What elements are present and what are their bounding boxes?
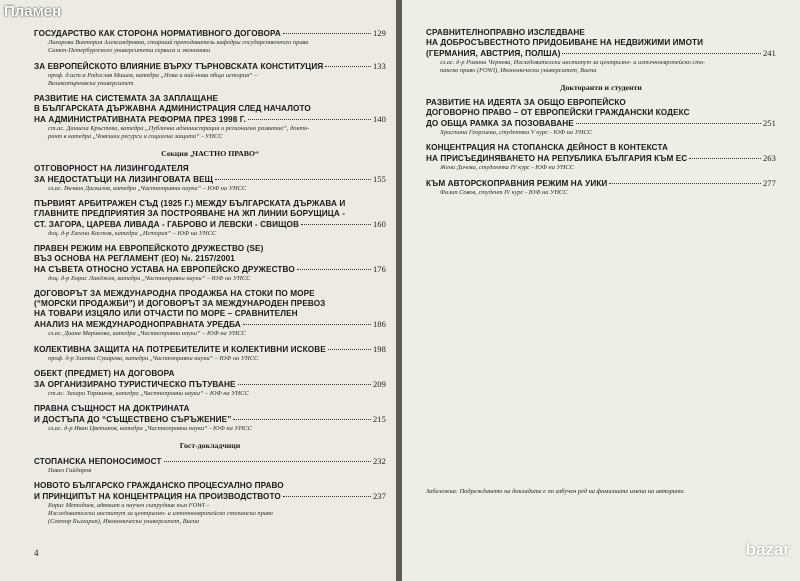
- entry-page-number: 251: [762, 118, 776, 128]
- entry-title-line: [34, 174, 386, 185]
- entry-title-line: [34, 114, 386, 125]
- entry-author-line: Христина Георгиева, студентка V курс - ЮФ на УНСС: [440, 129, 593, 136]
- entry-title-line: [34, 219, 386, 230]
- entry-title-line: В БЪЛГАРСКАТА ДЪРЖАВНА АДМИНИСТРАЦИЯ СЛЕД НАЧАЛОТО: [34, 104, 311, 113]
- entry-title-line: НА ДОБРОСЪВЕСТНОТО ПРИДОБИВАНЕ НА НЕДВИЖИМИ ИМОТИ: [426, 38, 704, 47]
- dot-leader: [325, 66, 371, 67]
- entry-author-line: гл.ас. Въчван Даскалов, катедра „Частноправни науки“ – ЮФ на УНСС: [48, 185, 247, 192]
- entry-title-line: НОВОТО БЪЛГАРСКО ГРАЖДАНСКО ПРОЦЕСУАЛНО ПРАВО: [34, 481, 284, 490]
- watermark-logo: bazar: [745, 540, 790, 559]
- dot-leader: [215, 179, 371, 180]
- right-page: [402, 0, 800, 581]
- entry-author-line: Борис Методиев, адвокат и научен сътрудник към FOWI –: [48, 502, 210, 509]
- entry-page-number: 237: [372, 491, 386, 501]
- left-toc: [34, 28, 386, 532]
- entry-page-number: 155: [372, 174, 386, 184]
- entry-title-text: ГОСУДАРСТВО КАК СТОРОНА НОРМАТИВНОГО ДОГОВОРА: [34, 29, 281, 38]
- entry-title-line: СРАВНИТЕЛНОПРАВНО ИЗСЛЕДВАНЕ: [426, 28, 585, 37]
- entry-title-text: ДО ОБЩА РАМКА ЗА ПОЗОВАВАНЕ: [426, 119, 574, 128]
- toc-entry: [34, 244, 386, 283]
- toc-entry: [426, 98, 776, 137]
- toc-entry: [34, 289, 386, 338]
- section-heading-guest-speakers: Гост-докладчици: [179, 441, 241, 450]
- entry-title-text: СТОПАНСКА НЕПОНОСИМОСТ: [34, 457, 162, 466]
- entry-title-text: ЗА ОРГАНИЗИРАНО ТУРИСТИЧЕСКО ПЪТУВАНЕ: [34, 380, 236, 389]
- entry-title-line: [426, 178, 776, 189]
- entry-title-line: ДОГОВОРЪТ ЗА МЕЖДУНАРОДНА ПРОДАЖБА НА СТОКИ ПО МОРЕ: [34, 289, 315, 298]
- entry-title-line: ОБЕКТ (ПРЕДМЕТ) НА ДОГОВОРА: [34, 369, 175, 378]
- entry-title-text: ЗА ЕВРОПЕЙСКОТО ВЛИЯНИЕ ВЪРХУ ТЪРНОВСКАТА КОНСТИТУЦИЯ: [34, 62, 324, 71]
- dot-leader: [233, 419, 371, 420]
- toc-entry: [34, 404, 386, 433]
- entry-author-line: доц. д-р Борис Ланджев, катедра „Частноправни науки“ – ЮФ на УНСС: [48, 275, 251, 282]
- entry-author-line: гл.ас. д-р Иван Цветанов, катедра „Частноправни науки“ - ЮФ на УНСС: [48, 425, 252, 432]
- entry-title-line: РАЗВИТИЕ НА СИСТЕМАТА ЗА ЗАПЛАЩАНЕ: [34, 94, 219, 103]
- entry-author-line: Изследователски институт за централно- и източноевропейско стопанско право: [48, 510, 273, 517]
- right-toc: [426, 28, 776, 203]
- entry-title-line: ВЪЗ ОСНОВА НА РЕГЛАМЕНТ (ЕО) №. 2157/2001: [34, 254, 235, 263]
- entry-title-line: НА ТОВАРИ ИЗЦЯЛО ИЛИ ОТЧАСТИ ПО МОРЕ – СРАВНИТЕЛЕН: [34, 309, 298, 318]
- dot-leader: [283, 33, 371, 34]
- entry-page-number: 140: [372, 114, 386, 124]
- dot-leader: [297, 269, 371, 270]
- entry-title-line: [34, 414, 386, 425]
- toc-entry: [34, 344, 386, 363]
- toc-entry: [34, 369, 386, 398]
- entry-page-number: 160: [372, 219, 386, 229]
- entry-page-number: 176: [372, 264, 386, 274]
- dot-leader: [301, 224, 371, 225]
- entry-title-line: [426, 48, 776, 59]
- dot-leader: [562, 53, 761, 54]
- entry-title-line: [34, 491, 386, 502]
- entry-author-line: Павел Гайдаров: [48, 467, 92, 474]
- entry-author-line: Лиғарова Виктория Александровна, старший преподаватель кафедры государственного права: [48, 39, 309, 46]
- entry-page-number: 133: [372, 61, 386, 71]
- entry-title-line: ПРАВНА СЪЩНОСТ НА ДОКТРИНАТА: [34, 404, 190, 413]
- toc-group: [34, 456, 386, 526]
- toc-entry: [34, 61, 386, 88]
- entry-title-line: (“МОРСКИ ПРОДАЖБИ”) И ДОГОВОРЪТ ЗА МЕЖДУНАРОДЕН ПРЕВОЗ: [34, 299, 326, 308]
- entry-title-line: КОНЦЕНТРАЦИЯ НА СТОПАНСКА ДЕЙНОСТ В КОНТЕКСТА: [426, 143, 668, 152]
- entry-page-number: 209: [372, 379, 386, 389]
- footnote: Забележка: Подреждането на докладите е по азбучен ред на фамилиите имена на авторите.: [426, 488, 686, 495]
- entry-title-text: КЪМ АВТОРСКОПРАВНИЯ РЕЖИМ НА УИКИ: [426, 179, 608, 188]
- entry-page-number: 198: [372, 344, 386, 354]
- entry-title-line: ДОГОВОРНО ПРАВО – ОТ ЕВРОПЕЙСКИ ГРАЖДАНСКИ КОДЕКС: [426, 108, 690, 117]
- section-heading-private-law: Секция „ЧАСТНО ПРАВО“: [161, 149, 259, 158]
- page-number: 4: [34, 548, 39, 558]
- toc-entry: [426, 143, 776, 172]
- entry-author-line: гл.ас. д-р Романа Чернева, Изследователски институт за централно- и източноевропейско сто-: [440, 59, 706, 66]
- toc-entry: [34, 164, 386, 193]
- dot-leader: [689, 158, 761, 159]
- dot-leader: [609, 183, 761, 184]
- entry-page-number: 263: [762, 153, 776, 163]
- entry-title-text: (ГЕРМАНИЯ, АВСТРИЯ, ПОЛША): [426, 49, 561, 58]
- toc-entry: [34, 94, 386, 141]
- entry-author-line: Жени Дичева, студентка IV курс - ЮФ на УНСС: [440, 164, 574, 171]
- entry-title-line: [34, 61, 386, 72]
- entry-author-line: (Сектор България), Икономически университет, Виена: [48, 518, 200, 525]
- entry-title-text: АНАЛИЗ НА МЕЖДУНАРОДНОПРАВНАТА УРЕДБА: [34, 320, 241, 329]
- left-page: [0, 0, 396, 581]
- entry-author-line: проф. д-р Златка Сукарева, катедра „Частноправни науки“ – ЮФ на УНСС: [48, 355, 259, 362]
- entry-author-line: ст.ас. Даниела Кръстева, катедра „Публична администрация и регионално развитие“, докто-: [48, 125, 310, 132]
- entry-title-text: НА СЪВЕТА ОТНОСНО УСТАВА НА ЕВРОПЕЙСКО ДРУЖЕСТВО: [34, 265, 295, 274]
- entry-page-number: 277: [762, 178, 776, 188]
- entry-title-line: [34, 456, 386, 467]
- entry-title-text: КОЛЕКТИВНА ЗАЩИТА НА ПОТРЕБИТЕЛИТЕ И КОЛЕКТИВНИ ИСКОВЕ: [34, 345, 326, 354]
- toc-entry: [426, 178, 776, 197]
- entry-title-line: [34, 319, 386, 330]
- entry-title-line: [34, 379, 386, 390]
- entry-title-text: И ПРИНЦИПЪТ НА КОНЦЕНТРАЦИЯ НА ПРОИЗВОДСТВОТО: [34, 492, 281, 501]
- entry-title-line: РАЗВИТИЕ НА ИДЕЯТА ЗА ОБЩО ЕВРОПЕЙСКО: [426, 98, 626, 107]
- entry-page-number: 241: [762, 48, 776, 58]
- toc-group: [34, 28, 386, 141]
- toc-entry: [34, 456, 386, 475]
- toc-group: [34, 164, 386, 433]
- dot-leader: [243, 324, 371, 325]
- entry-title-text: НА АДМИНИСТРАТИВНАТА РЕФОРМА ПРЕЗ 1998 Г.: [34, 115, 246, 124]
- entry-title-line: [426, 118, 776, 129]
- entry-title-text: СТ. ЗАГОРА, ЦАРЕВА ЛИВАДА - ГАБРОВО И ЛЕВСКИ - СВИЩОВ: [34, 220, 300, 229]
- section-heading-doctoral-students: Докторанти и студенти: [560, 83, 642, 92]
- entry-title-text: И ДОСТЪПА ДО “СЪЩЕСТВЕНО СЪРЪЖЕНИЕ”: [34, 415, 232, 424]
- dot-leader: [328, 349, 371, 350]
- toc-group: [426, 98, 776, 197]
- entry-page-number: 129: [372, 28, 386, 38]
- entry-author-line: гл.ас. Диана Маринова, катедра „Частноправни науки“ – ЮФ на УНСС: [48, 330, 246, 337]
- entry-author-line: Филип Совов, студент IV курс - ЮФ на УНСС: [440, 189, 568, 196]
- dot-leader: [238, 384, 371, 385]
- watermark-logo: Пламен: [4, 3, 62, 20]
- entry-title-line: ПРАВЕН РЕЖИМ НА ЕВРОПЕЙСКОТО ДРУЖЕСТВО (SE): [34, 244, 264, 253]
- dot-leader: [576, 123, 761, 124]
- entry-title-line: [34, 344, 386, 355]
- entry-author-line: Санкт-Петербургского университета сервиса и экономики: [48, 47, 211, 54]
- entry-author-line: панско право (FOWI), Икономически университет, Виена: [440, 67, 597, 74]
- entry-author-line: проф. д.ист.н Радослав Мишев, катедра „Нова и най-нова обща история“ –: [48, 72, 258, 79]
- dot-leader: [248, 119, 371, 120]
- entry-author-line: Великотърновски университет: [48, 80, 134, 87]
- toc-group: [426, 28, 776, 75]
- toc-entry: [34, 199, 386, 238]
- entry-author-line: рант в катедра „Човешки ресурси и социална защита“ - УНСС: [48, 133, 223, 140]
- entry-title-text: НА ПРИСЪЕДИНЯВАНЕТО НА РЕПУБЛИКА БЪЛГАРИЯ КЪМ ЕС: [426, 154, 688, 163]
- entry-author-line: доц. д-р Евгени Костов, катедра „История“ – ЮФ на УНСС: [48, 230, 217, 237]
- entry-title-line: ГЛАВНИТЕ ПРЕДПРИЯТИЯ ЗА ПОСТРОЯВАНЕ НА ЖП ЛИНИИ БОРУЩИЦА -: [34, 209, 346, 218]
- dot-leader: [283, 496, 371, 497]
- toc-entry: [34, 481, 386, 526]
- entry-page-number: 215: [372, 414, 386, 424]
- entry-page-number: 232: [372, 456, 386, 466]
- entry-title-line: ПЪРВИЯТ АРБИТРАЖЕН СЪД (1925 Г.) МЕЖДУ БЪЛГАРСКАТА ДЪРЖАВА И: [34, 199, 346, 208]
- dot-leader: [164, 461, 371, 462]
- entry-title-text: ЗА НЕДОСТАТЪЦИ НА ЛИЗИНГОВАТА ВЕЩ: [34, 175, 214, 184]
- entry-title-line: [34, 264, 386, 275]
- entry-title-line: [34, 28, 386, 39]
- entry-page-number: 186: [372, 319, 386, 329]
- entry-title-line: [426, 153, 776, 164]
- toc-entry: [426, 28, 776, 75]
- entry-title-line: ОТГОВОРНОСТ НА ЛИЗИНГОДАТЕЛЯ: [34, 164, 189, 173]
- entry-author-line: ст.ас. Захари Торманов, катедра „Частноправни науки“ – ЮФ на УНСС: [48, 390, 249, 397]
- toc-entry: [34, 28, 386, 55]
